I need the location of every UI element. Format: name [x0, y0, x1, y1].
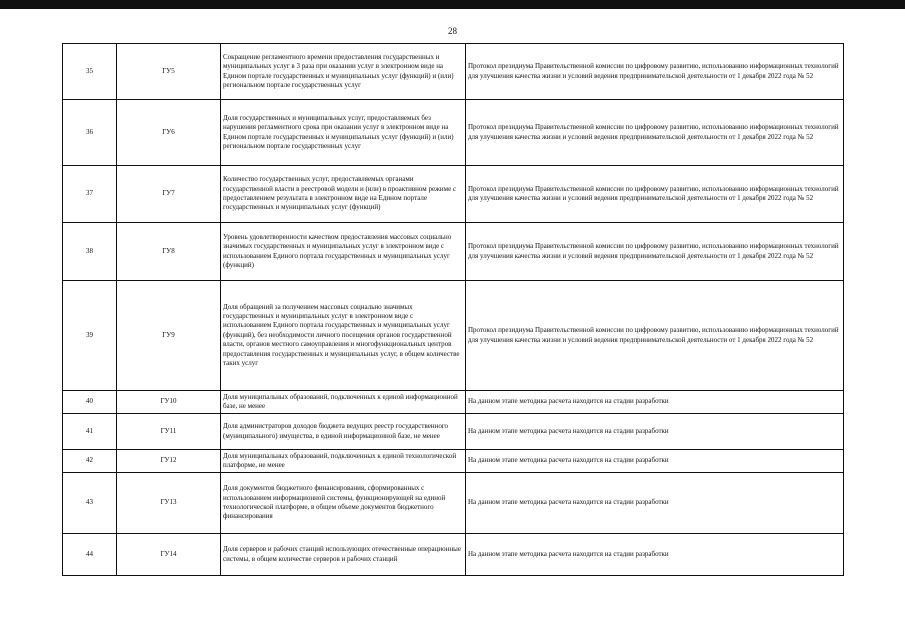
indicator-name: Сокращение регламентного времени предоставления государственных и муниципальных услуг в 3 раза при оказании услуг в электронном виде на Едином портале государственных и муниципальных услуг (функций) и (или) региональном портале государственных услуг: [221, 44, 466, 100]
indicator-source: На данном этапе методика расчета находится на стадии разработки: [466, 534, 844, 576]
indicator-code: ГУ13: [117, 473, 221, 534]
indicator-code: ГУ14: [117, 534, 221, 576]
indicator-name: Доля администраторов доходов бюджета ведущих реестр государственного (муниципального) имущества, в единой информационной базе, не менее: [221, 414, 466, 450]
row-number: 39: [63, 281, 117, 391]
indicator-source: Протокол президиума Правительственной комиссии по цифровому развитию, использованию информационных технологий для улучшения качества жизни и условий ведения предпринимательской деятельности от 1 декабря 2022 года № 52: [466, 223, 844, 281]
indicator-name: Доля муниципальных образований, подключенных к единой технологической платформе, не менее: [221, 450, 466, 473]
indicator-source: Протокол президиума Правительственной комиссии по цифровому развитию, использованию информационных технологий для улучшения качества жизни и условий ведения предпринимательской деятельности от 1 декабря 2022 года № 52: [466, 166, 844, 223]
row-number: 40: [63, 391, 117, 414]
table-row: [63, 534, 844, 576]
indicators-table: [62, 43, 844, 576]
indicator-code: ГУ12: [117, 450, 221, 473]
table-row: [63, 281, 844, 391]
indicator-source: На данном этапе методика расчета находится на стадии разработки: [466, 391, 844, 414]
table-row: [63, 473, 844, 534]
indicator-code: ГУ8: [117, 223, 221, 281]
table-row: [63, 166, 844, 223]
row-number: 38: [63, 223, 117, 281]
page-number: 28: [448, 26, 457, 36]
row-number: 43: [63, 473, 117, 534]
row-number: 37: [63, 166, 117, 223]
row-number: 41: [63, 414, 117, 450]
indicator-source: Протокол президиума Правительственной комиссии по цифровому развитию, использованию информационных технологий для улучшения качества жизни и условий ведения предпринимательской деятельности от 1 декабря 2022 года № 52: [466, 44, 844, 100]
indicator-name: Доля обращений за получением массовых социально значимых государственных и муниципальных услуг в электронном виде с использованием Единого портала государственных и муниципальных услуг (функций), без необходимости личного посещения органов государственной власти, органов местного самоуправления и многофункциональных центров предоставления государственных и муниципальных услуг, в общем количестве таких услуг: [221, 281, 466, 391]
table-row: [63, 414, 844, 450]
indicator-source: Протокол президиума Правительственной комиссии по цифровому развитию, использованию информационных технологий для улучшения качества жизни и условий ведения предпринимательской деятельности от 1 декабря 2022 года № 52: [466, 281, 844, 391]
row-number: 44: [63, 534, 117, 576]
indicator-name: Доля государственных и муниципальных услуг, предоставляемых без нарушения регламентного срока при оказании услуг в электронном виде на Едином портале государственных и муниципальных услуг (функций) и (или) региональном портале государственных услуг: [221, 100, 466, 166]
indicator-code: ГУ5: [117, 44, 221, 100]
table-row: [63, 450, 844, 473]
scan-top-edge: [0, 0, 905, 9]
indicator-name: Уровень удовлетворенности качеством предоставления массовых социально значимых государственных и муниципальных услуг в электронном виде с использованием Единого портала государственных и муниципальных услуг (функций): [221, 223, 466, 281]
indicator-source: На данном этапе методика расчета находится на стадии разработки: [466, 414, 844, 450]
indicator-name: Доля серверов и рабочих станций использующих отечественные операционные системы, в общем количестве серверов и рабочих станций: [221, 534, 466, 576]
indicator-name: Количество государственных услуг, предоставляемых органами государственной власти в реестровой модели и (или) в проактивном режиме с предоставлением результата в электронном виде на Едином портале государственных и муниципальных услуг (функций): [221, 166, 466, 223]
indicator-code: ГУ7: [117, 166, 221, 223]
table-row: [63, 100, 844, 166]
table-row: [63, 391, 844, 414]
indicator-code: ГУ6: [117, 100, 221, 166]
indicator-name: Доля документов бюджетного финансирования, сформированных с использованием информационной системы, функционирующей на единой технологической платформе, в общем объеме документов бюджетного финансирования: [221, 473, 466, 534]
indicator-name: Доля муниципальных образований, подключенных к единой информационной базе, не менее: [221, 391, 466, 414]
table-row: [63, 44, 844, 100]
indicator-source: На данном этапе методика расчета находится на стадии разработки: [466, 473, 844, 534]
indicator-code: ГУ10: [117, 391, 221, 414]
table-row: [63, 223, 844, 281]
row-number: 36: [63, 100, 117, 166]
indicator-code: ГУ11: [117, 414, 221, 450]
indicator-source: Протокол президиума Правительственной комиссии по цифровому развитию, использованию информационных технологий для улучшения качества жизни и условий ведения предпринимательской деятельности от 1 декабря 2022 года № 52: [466, 100, 844, 166]
row-number: 42: [63, 450, 117, 473]
row-number: 35: [63, 44, 117, 100]
indicator-source: На данном этапе методика расчета находится на стадии разработки: [466, 450, 844, 473]
indicator-code: ГУ9: [117, 281, 221, 391]
